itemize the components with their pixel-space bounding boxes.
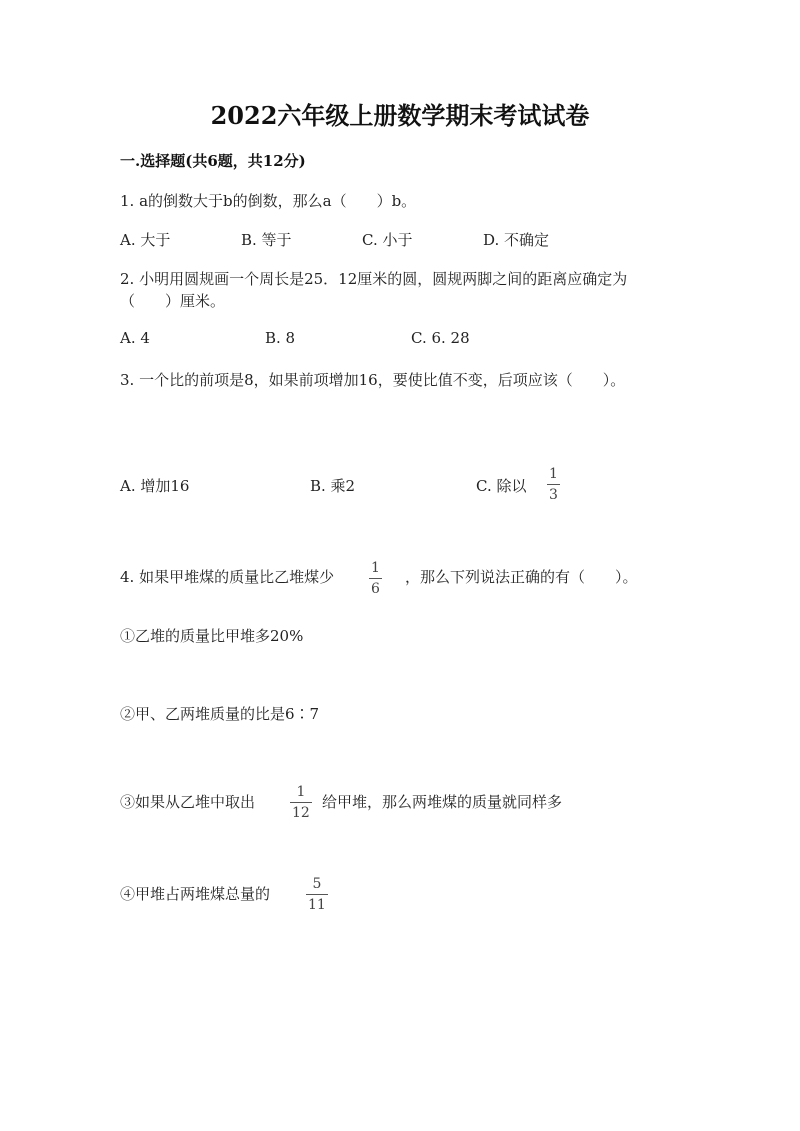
- q4-statement-4-fraction: [306, 877, 328, 912]
- fraction-denominator: 3: [549, 487, 558, 503]
- q4-statement-4-prefix: ④甲堆占两堆煤总量的: [120, 885, 271, 903]
- q2-option-c: C. 6. 28: [411, 329, 470, 347]
- q4-statement-3-fraction: [290, 785, 312, 820]
- question-2-text-line-2: （ ）厘米。: [120, 292, 226, 310]
- q3-option-b: B. 乘2: [310, 477, 356, 495]
- fraction-numerator: 1: [549, 466, 558, 482]
- q4-fraction: [369, 561, 382, 596]
- section-heading: 一.选择题(共6题，共12分): [120, 152, 306, 170]
- q2-option-a: A. 4: [120, 329, 150, 347]
- fraction-numerator: 1: [371, 560, 380, 576]
- q4-statement-1: ①乙堆的质量比甲堆多20%: [120, 627, 304, 645]
- q2-option-b: B. 8: [265, 329, 296, 347]
- question-4-suffix: ，那么下列说法正确的有（ ）。: [405, 568, 638, 586]
- q3-option-a: A. 增加16: [120, 477, 190, 495]
- q4-statement-3-suffix: 给甲堆，那么两堆煤的质量就同样多: [322, 793, 563, 811]
- q1-option-d: D. 不确定: [483, 231, 550, 249]
- q4-statement-3-prefix: ③如果从乙堆中取出: [120, 793, 256, 811]
- q3-option-c: C. 除以: [476, 477, 527, 495]
- question-4-prefix: 4. 如果甲堆煤的质量比乙堆煤少: [120, 568, 335, 586]
- q3-option-c-fraction: [547, 467, 560, 502]
- q1-option-b: B. 等于: [241, 231, 292, 249]
- q1-option-a: A. 大于: [120, 231, 171, 249]
- fraction-numerator: 1: [296, 784, 306, 800]
- q1-option-c: C. 小于: [362, 231, 413, 249]
- fraction-numerator: 5: [312, 876, 322, 892]
- fraction-denominator: 11: [308, 897, 326, 913]
- fraction-denominator: 6: [371, 581, 380, 597]
- exam-title: 2022六年级上册数学期末考试试卷: [210, 101, 590, 130]
- fraction-denominator: 12: [292, 805, 310, 821]
- question-1-text: 1. a的倒数大于b的倒数，那么a（ ）b。: [120, 192, 417, 210]
- q4-statement-2: ②甲、乙两堆质量的比是6∶7: [120, 705, 320, 723]
- question-3-text: 3. 一个比的前项是8，如果前项增加16，要使比值不变，后项应该（ ）。: [120, 371, 626, 389]
- question-2-text-line-1: 2. 小明用圆规画一个周长是25．12厘米的圆，圆规两脚之间的距离应确定为: [120, 270, 628, 288]
